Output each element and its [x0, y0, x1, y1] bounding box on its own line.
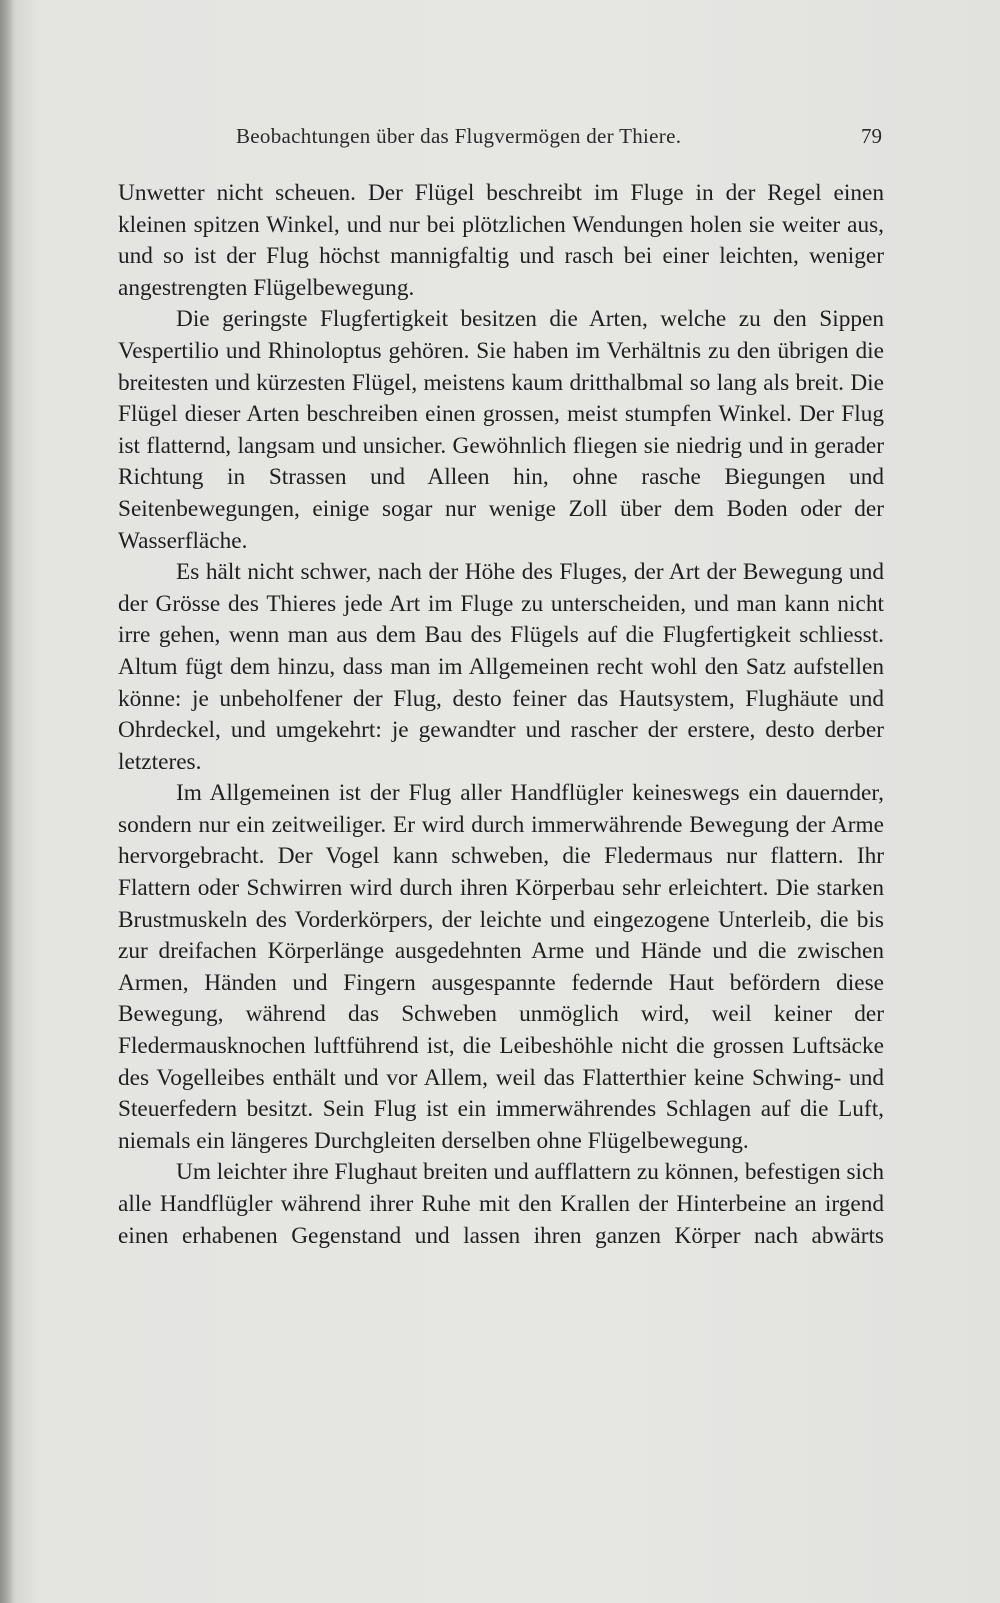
- paragraph-3: Es hält nicht schwer, nach der Höhe des Fluges, der Art der Bewegung und der Grösse des Thieres jede Art im Fluge zu unterscheiden, und man kann nicht irre gehen, wenn man aus dem Bau des Flügels auf die Flugfertigkeit schliesst. Altum fügt dem hinzu, dass man im Allgemeinen recht wohl den Satz aufstellen könne: je unbeholfener der Flug, desto feiner das Hautsystem, Flughäute und Ohrdeckel, und umgekehrt: je gewandter und rascher der erstere, desto derber letzteres.: [118, 559, 884, 775]
- paragraph-1: Unwetter nicht scheuen. Der Flügel beschreibt im Fluge in der Regel einen kleinen spitzen Winkel, und nur bei plötzlichen Wendungen holen sie weiter aus, und so ist der Flug höchst mannigfaltig und rasch bei einer leichten, weniger angestrengten Flügelbewegung.: [118, 180, 884, 301]
- body-text: [118, 178, 884, 1252]
- paragraph-4: Im Allgemeinen ist der Flug aller Handflügler keineswegs ein dauernder, sondern nur ein zeitweiliger. Er wird durch immerwährende Bewegung der Arme hervorgebracht. Der Vogel kann schweben, die Fledermaus nur flattern. Ihr Flattern oder Schwirren wird durch ihren Körperbau sehr erleichtert. Die starken Brustmuskeln des Vorderkörpers, der leichte und eingezogene Unterleib, die bis zur dreifachen Körperlänge ausgedehnten Arme und Hände und die zwischen Armen, Händen und Fingern ausgespannte federnde Haut befördern diese Bewegung, während das Schweben unmöglich wird, weil keiner der Fledermausknochen luftführend ist, die Leibeshöhle nicht die grossen Luftsäcke des Vogelleibes enthält und vor Allem, weil das Flatterthier keine Schwing- und Steuerfedern besitzt. Sein Flug ist ein immerwährendes Schlagen auf die Luft, niemals ein längeres Durchgleiten derselben ohne Flügelbewegung.: [118, 780, 884, 1154]
- page-header: [118, 124, 882, 154]
- paragraph-5: Um leichter ihre Flughaut breiten und aufflattern zu können, befestigen sich alle Handflügler während ihrer Ruhe mit den Krallen der Hinterbeine an irgend einen erhabenen Gegenstand und lassen ihren ganzen Körper nach abwärts: [118, 1159, 884, 1249]
- paragraph-2: Die geringste Flugfertigkeit besitzen die Arten, welche zu den Sippen Vespertilio und Rhinoloptus gehören. Sie haben im Verhältnis zu den übrigen die breitesten und kürzesten Flügel, meistens kaum dritthalbmal so lang als breit. Die Flügel dieser Arten beschreiben einen grossen, meist stumpfen Winkel. Der Flug ist flatternd, langsam und unsicher. Gewöhnlich fliegen sie niedrig und in gerader Richtung in Strassen und Alleen hin, ohne rasche Biegungen und Seitenbewegungen, einige sogar nur wenige Zoll über dem Boden oder der Wasserfläche.: [118, 306, 884, 554]
- page-number: 79: [861, 124, 882, 148]
- page-gutter-shadow: [0, 0, 14, 1603]
- running-title: Beobachtungen über das Flugvermögen der Thiere.: [236, 124, 682, 148]
